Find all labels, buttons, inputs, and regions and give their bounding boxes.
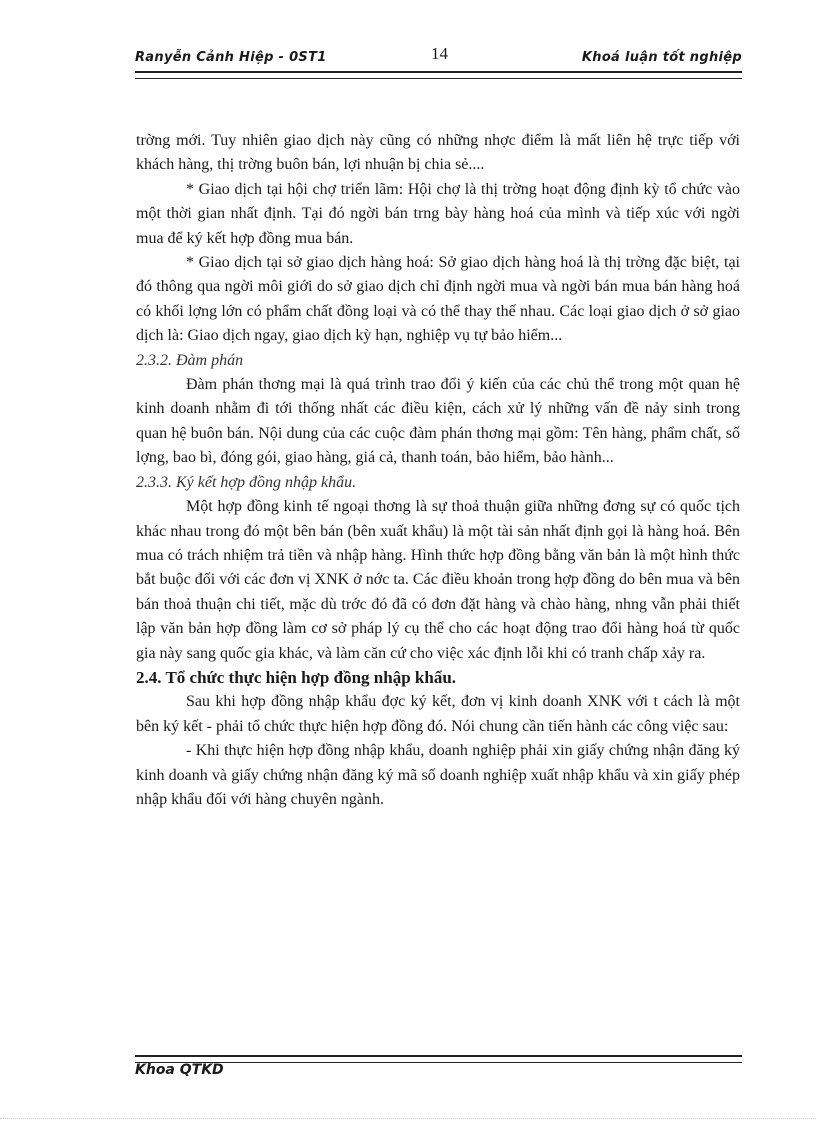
paragraph: * Giao dịch tại hội chợ triển lãm: Hội chợ là thị trờng hoạt động định kỳ tổ chức vào một thời gian nhất định. Tại đó ngời bán trng bày hàng hoá của mình và tiếp xúc với ngời mua để ký kết hợp đồng mua bán. <box>136 180 740 247</box>
paragraph: * Giao dịch tại sở giao dịch hàng hoá: Sở giao dịch hàng hoá là thị trờng đặc biệt, tại đó thông qua ngời môi giới do sở giao dịch chỉ định ngời mua và ngời bán mua bán hàng hoá có khối lợng lớn có phẩm chất đồng loại và có thể thay thế nhau. Các loại giao dịch ở sở giao dịch là: Giao dịch ngay, giao dịch kỳ hạn, nghiệp vụ tự bảo hiểm... <box>136 254 740 345</box>
paragraph: Sau khi hợp đồng nhập khẩu đợc ký kết, đơn vị kinh doanh XNK với t cách là một bên ký kết - phải tổ chức thực hiện hợp đồng đó. Nói chung cần tiến hành các công việc sau: <box>136 693 740 735</box>
paragraph: Một hợp đồng kinh tế ngoại thơng là sự thoả thuận giữa những đơng sự có quốc tịch khác nhau trong đó một bên bán (bên xuất khẩu) là một tài sản nhất định gọi là hàng hoá. Bên mua có trách nhiệm trả tiền và nhập hàng. Hình thức hợp đồng bằng văn bản là một hình thức bắt buộc đối với các đơn vị XNK ở nớc ta. Các điều khoản trong hợp đồng do bên mua và bên bán thoả thuận chi tiết, mặc dù trớc đó đã có đơn đặt hàng và chào hàng, nhng vẫn phải thiết lập văn bản hợp đồng làm cơ sở pháp lý cụ thể cho các hoạt động trao đổi hàng hoá từ quốc gia này sang quốc gia khác, và làm căn cứ cho việc xác định lỗi khi có tranh chấp xảy ra. <box>136 498 740 662</box>
section-heading: 2.4. Tổ chức thực hiện hợp đồng nhập khẩu. <box>136 667 457 687</box>
page-footer: Khoa QTKD <box>135 1062 224 1078</box>
paragraph: Đàm phán thơng mại là quá trình trao đổi ý kiến của các chủ thể trong một quan hệ kinh doanh nhằm đi tới thống nhất các điều kiện, cách xử lý những vấn đề nảy sinh trong quan hệ buôn bán. Nội dung của các cuộc đàm phán thơng mại gồm: Tên hàng, phẩm chất, số lợng, bao bì, đóng gói, giao hàng, giá cả, thanh toán, bảo hiểm, bảo hành... <box>136 376 740 467</box>
subsection-heading: 2.3.2. Đàm phán <box>136 351 244 369</box>
subsection-heading: 2.3.3. Ký kết hợp đồng nhập khẩu. <box>136 473 357 491</box>
paragraph: - Khi thực hiện hợp đồng nhập khẩu, doanh nghiệp phải xin giấy chứng nhận đăng ký kinh doanh và giấy chứng nhận đăng ký mã số doanh nghiệp xuất nhập khẩu và xin giấy phép nhập khẩu đối với hàng chuyên ngành. <box>136 742 740 808</box>
footer-rule <box>135 1055 742 1063</box>
paragraph: trờng mới. Tuy nhiên giao dịch này cũng có những nhợc điểm là mất liên hệ trực tiếp với khách hàng, thị trờng buôn bán, lợi nhuận bị chia sẻ.... <box>136 132 740 174</box>
page-number: 14 <box>431 44 448 63</box>
header-author: Ranyễn Cảnh Hiệp - 0ST1 <box>135 50 327 65</box>
page-body <box>136 129 740 812</box>
header-doc-title: Khoá luận tốt nghiệp <box>581 50 742 65</box>
page-header <box>135 40 742 72</box>
header-rule <box>135 71 742 79</box>
page-edge-dots <box>0 1118 816 1119</box>
